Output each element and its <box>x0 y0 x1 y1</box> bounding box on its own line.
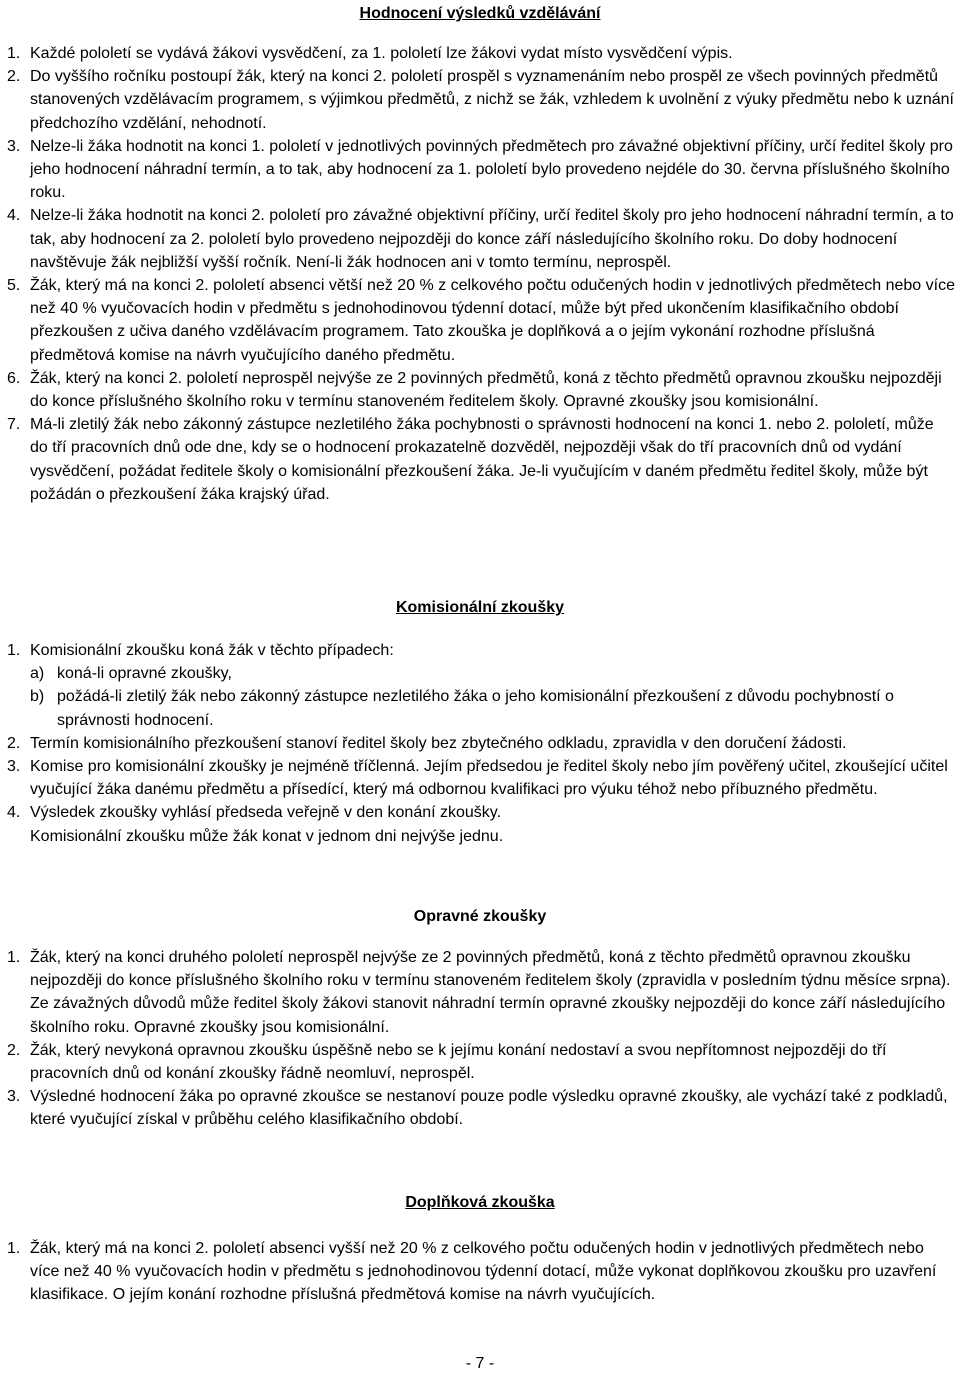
item-text: Termín komisionálního přezkoušení stanoví ředitel školy bez zbytečného odkladu, zpravidla v den doručení žádosti. <box>30 734 847 752</box>
list-item <box>7 1085 955 1131</box>
page-number: - 7 - <box>465 1355 495 1372</box>
list-item <box>7 1039 955 1085</box>
sub-list-item <box>7 662 955 685</box>
item-text: Žák, který má na konci 2. pololetí absenci větší než 20 % z celkového počtu odučených hodin v jednotlivých předmětech nebo více než 40 % vyučovacích hodin v předmětu s jednohodinovou týdenní dotací, může být před ukončením klasifikačního období přezkoušen z učiva daného vzdělávacím programem. Tato zkouška je doplňková a o jejím vykonání rozhodne příslušná předmětová komise na návrh vyučujícího daného předmětu. <box>30 277 955 364</box>
item-number: 3. <box>7 1088 21 1106</box>
item-text: Žák, který nevykoná opravnou zkoušku úspěšně nebo se k jejímu konání nedostaví a svou nepřítomnost nejpozději do tří pracovních dnů od konání zkoušky řádně neomluví, neprospěl. <box>30 1041 887 1083</box>
list-item <box>7 367 955 413</box>
item-number: 4. <box>7 207 21 225</box>
list-item <box>7 274 955 367</box>
item-number: 1. <box>7 642 21 659</box>
item-text: Každé pololetí se vydává žákovi vysvědčení, za 1. pololetí lze žákovi vydat místo vysvědčení výpis. <box>30 45 733 62</box>
list-item <box>7 65 955 135</box>
list-item <box>7 1237 955 1307</box>
item-text: Výsledek zkoušky vyhlásí předseda veřejně v den konání zkoušky. <box>30 804 502 822</box>
sub-item-letter: b) <box>30 688 45 706</box>
list-item <box>7 801 955 824</box>
sub-item-text: požádá-li zletilý žák nebo zákonný zástupce nezletilého žáka o jeho komisionální přezkoušení z důvodu pochybností o správnosti hodnocení. <box>57 688 894 729</box>
trailing-note: Komisionální zkoušku může žák konat v jednom dni nejvýše jednu. <box>30 827 504 845</box>
item-number: 4. <box>7 804 21 822</box>
item-text: Nelze-li žáka hodnotit na konci 1. pololetí v jednotlivých povinných předmětech pro závažné objektivní příčiny, určí ředitel školy pro jeho hodnocení náhradní termín, a to tak, aby hodnocení za 1. pololetí bylo provedeno nejdéle do 30. června příslušného školního roku. <box>30 137 953 202</box>
list-item <box>7 42 955 65</box>
list-item <box>7 135 955 205</box>
item-number: 5. <box>7 277 21 295</box>
item-number: 6. <box>7 369 21 387</box>
section-title-hodnoceni: Hodnocení výsledků vzdělávání <box>359 5 601 22</box>
list-item <box>7 639 955 662</box>
item-number: 1. <box>7 1240 21 1257</box>
item-number: 1. <box>7 949 21 966</box>
section-title-doplnkova: Doplňková zkouška <box>405 1194 555 1211</box>
item-text: Komisionální zkoušku koná žák v těchto případech: <box>30 642 394 659</box>
section-opravne <box>7 946 955 1132</box>
item-text: Komise pro komisionální zkoušky je nejméně tříčlenná. Jejím předsedou je ředitel školy nebo jím pověřený učitel, zkoušející učitel vyučující žáka danému předmětu a přísedící, který má odbornou kvalifikaci pro výuku téhož nebo příbuzného předmětu. <box>30 758 948 799</box>
section-doplnkova <box>7 1237 955 1307</box>
list-item <box>7 204 955 274</box>
list-item <box>7 732 955 755</box>
list-item <box>7 755 955 801</box>
item-text: Žák, který má na konci 2. pololetí absenci vyšší než 20 % z celkového počtu odučených hodin v jednotlivých předmětech nebo více než 40 % vyučovacích hodin v předmětu s jednohodinovou týdenní dotací, může vykonat doplňkovou zkoušku pro uzavření klasifikace. O jejím konání rozhodne příslušná předmětová komise na návrh vyučujících. <box>30 1240 937 1304</box>
section-hodnoceni <box>7 42 955 506</box>
item-number: 2. <box>7 1041 21 1059</box>
sub-list-item <box>7 685 955 731</box>
item-number: 7. <box>7 416 21 434</box>
item-text: Žák, který na konci 2. pololetí neprospěl nejvýše ze 2 povinných předmětů, koná z těchto předmětů opravnou zkoušku nejpozději do konce příslušného školního roku v termínu stanoveném ředitelem školy. Opravné zkoušky jsou komisionální. <box>30 369 942 411</box>
section-komisionalni <box>7 639 955 848</box>
item-text: Výsledné hodnocení žáka po opravné zkoušce se nestanoví pouze podle výsledku opravné zkoušky, ale vychází také z podkladů, které vyučující získal v průběhu celého klasifikačního období. <box>30 1088 948 1129</box>
sub-item-letter: a) <box>30 665 45 683</box>
list-item <box>7 946 955 1039</box>
item-text: Nelze-li žáka hodnotit na konci 2. pololetí pro závažné objektivní příčiny, určí ředitel školy pro jeho hodnocení náhradní termín, a to tak, aby hodnocení za 2. pololetí bylo provedeno nejpozději do konce září následujícího školního roku. Do doby hodnocení navštěvuje žák nejbližší vyšší ročník. Není-li žák hodnocen ani v tomto termínu, neprospěl. <box>30 207 954 271</box>
item-number: 1. <box>7 45 21 62</box>
item-number: 3. <box>7 758 21 776</box>
item-number: 2. <box>7 68 21 86</box>
item-text: Má-li zletilý žák nebo zákonný zástupce nezletilého žáka pochybnosti o správnosti hodnocení na konci 1. nebo 2. pololetí, může do tří pracovních dnů ode dne, kdy se o hodnocení prokazatelně dozvěděl, nejpozději však do tří pracovních dnů od vydání vysvědčení, požádat ředitele školy o komisionální přezkoušení žáka. Je-li vyučujícím v daném předmětu ředitel školy, může být požádán o přezkoušení žáka krajský úřad. <box>30 416 934 503</box>
item-number: 2. <box>7 734 21 752</box>
item-text: Do vyššího ročníku postoupí žák, který na konci 2. pololetí prospěl s vyznamenáním nebo prospěl ze všech povinných předmětů stanovených vzdělávacím programem, s výjimkou předmětů, z nichž se žák, vzhledem k uvolnění z výuky předmětu nebo k uznání předchozího vzdělání, nehodnotí. <box>30 68 954 132</box>
sub-item-text: koná-li opravné zkoušky, <box>57 665 232 683</box>
section-title-opravne: Opravné zkoušky <box>413 908 547 925</box>
item-number: 3. <box>7 137 21 155</box>
section-title-komisionalni: Komisionální zkoušky <box>395 599 565 616</box>
item-text: Žák, který na konci druhého pololetí neprospěl nejvýše ze 2 povinných předmětů, koná z těchto předmětů opravnou zkoušku nejpozději do konce příslušného školního roku v termínu stanoveném ředitelem školy (zpravidla v posledním týdnu měsíce srpna). Ze závažných důvodů může ředitel školy žákovi stanovit náhradní termín opravné zkoušky nejpozději do konce září následujícího školního roku. Opravné zkoušky jsou komisionální. <box>30 949 951 1036</box>
list-item <box>7 413 955 506</box>
